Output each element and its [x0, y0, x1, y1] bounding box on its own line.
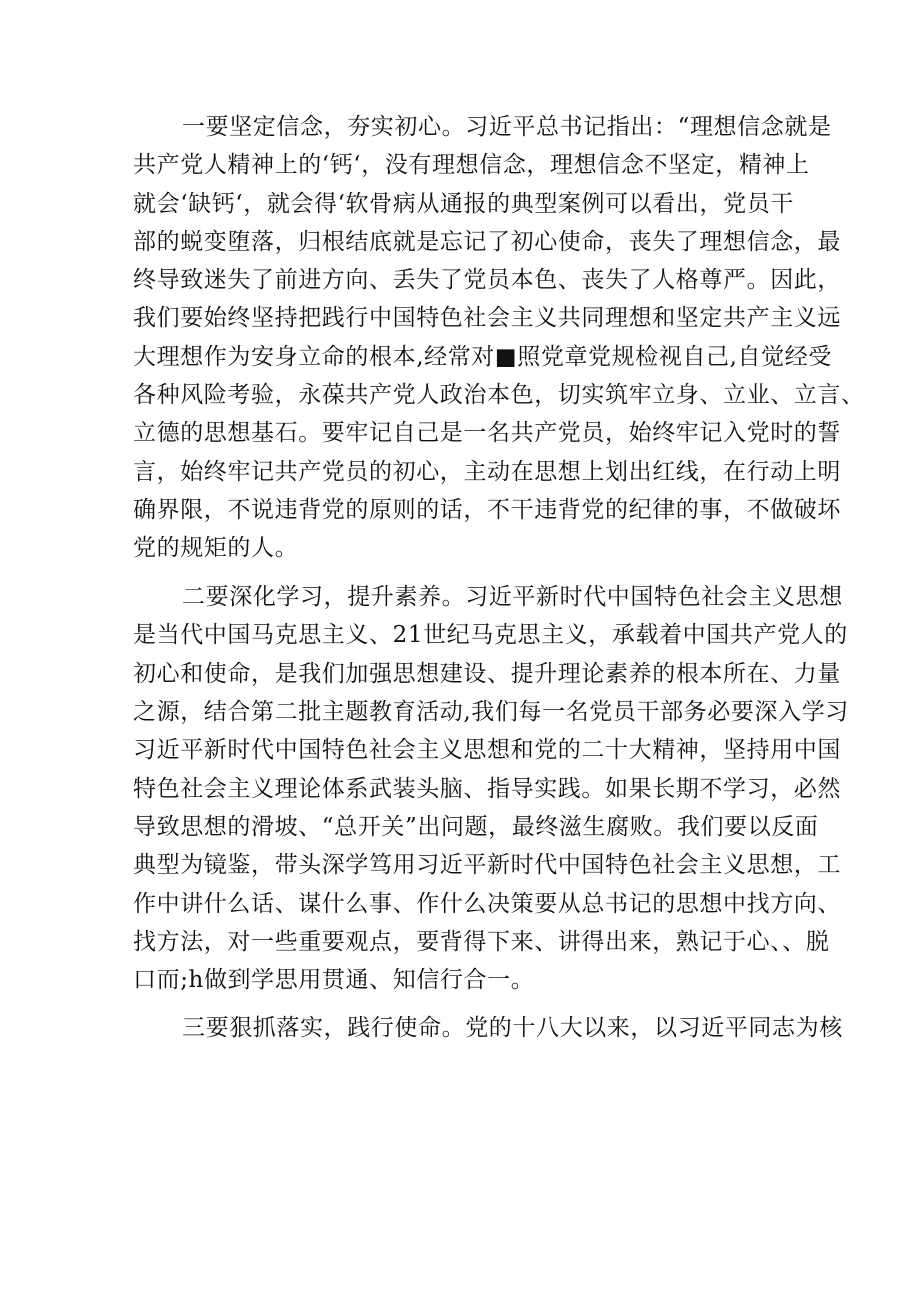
text-line: 就会‘缺钙‘，就会得‘软骨病从通报的典型案例可以看出，党员干	[133, 191, 794, 217]
text-line: 共产党人精神上的‘钙‘，没有理想信念，理想信念不坚定，精神上	[133, 152, 810, 178]
text-line: 大理想作为安身立命的根本,经常对■照党章党规检视自己,自觉经受	[133, 344, 832, 370]
text-line: 一要坚定信念，夯实初心。习近平总书记指出：“理想信念就是	[182, 114, 832, 140]
text-line: 之源，结合第二批主题教育活动,我们每一名党员干部务必要深入学习	[133, 699, 849, 725]
text-line: 我们要始终坚持把践行中国特色社会主义共同理想和坚定共产主义远	[133, 305, 841, 331]
text-line: 言，始终牢记共产党员的初心，主动在思想上划出红线，在行动上明	[133, 459, 841, 485]
text-line: 各种风险考验，永葆共产党人政治本色，切实筑牢立身、立业、立言、	[133, 382, 865, 408]
text-line: 习近平新时代中国特色社会主义思想和党的二十大精神，坚持用中国	[133, 737, 841, 763]
text-line: 部的蜕变堕落，归根结底就是忘记了初心使命，丧失了理想信念，最	[133, 229, 841, 255]
text-line: 立德的思想基石。要牢记自己是一名共产党员，始终牢记入党时的誓	[133, 420, 841, 446]
text-line: 导致思想的滑坡、“总开关”出问题，最终滋生腐败。我们要以反面	[133, 814, 819, 840]
text-line: 口而;h做到学思用贯通、知信行合一。	[133, 967, 535, 993]
text-line: 三要狠抓落实，践行使命。党的十八大以来，以习近平同志为核	[182, 1015, 843, 1041]
text-line: 找方法，对一些重要观点，要背得下来、讲得出来，熟记于心、、脱	[133, 929, 830, 955]
text-line: 作中讲什么话、谋什么事、作什么决策要从总书记的思想中找方向、	[133, 891, 841, 917]
text-line: 典型为镜鉴，带头深学笃用习近平新时代中国特色社会主义思想，工	[133, 852, 841, 878]
text-line: 是当代中国马克思主义、21世纪马克思主义，承载着中国共产党人的	[133, 622, 848, 648]
text-line: 确界限，不说违背党的原则的话，不干违背党的纪律的事，不做破坏	[133, 497, 841, 523]
text-line: 初心和使命，是我们加强思想建设、提升理论素养的根本所在、力量	[133, 661, 841, 687]
text-line: 二要深化学习，提升素养。习近平新时代中国特色社会主义思想	[182, 584, 843, 610]
text-line: 终导致迷失了前进方向、丢失了党员本色、丧失了人格尊严。因此，	[133, 267, 841, 293]
text-line: 党的规矩的人。	[133, 535, 299, 561]
text-line: 特色社会主义理论体系武装头脑、指导实践。如果长期不学习，必然	[133, 776, 841, 802]
